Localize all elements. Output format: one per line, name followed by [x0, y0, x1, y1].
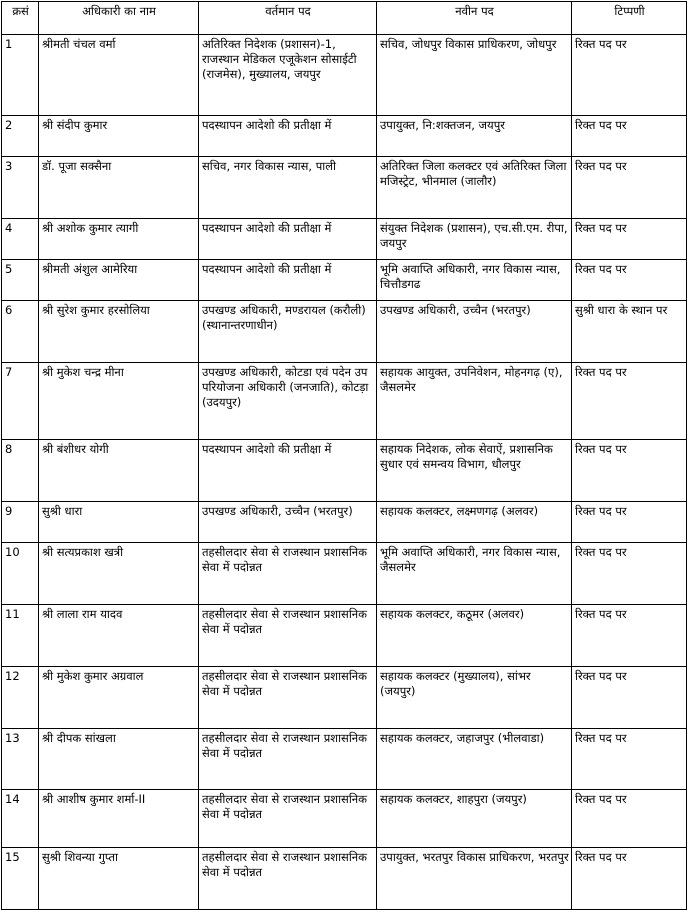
col-header-serial: क्रसं — [2, 2, 39, 35]
table-row — [2, 848, 687, 910]
current-post-cell: तहसीलदार सेवा से राजस्थान प्रशासनिक सेवा में पदोन्नत — [199, 729, 377, 790]
remark-cell: रिक्त पद पर — [572, 260, 687, 301]
table-row — [2, 729, 687, 790]
new-post-cell: सहायक कलक्टर, कठूमर (अलवर) — [377, 605, 572, 667]
current-post-cell: तहसीलदार सेवा से राजस्थान प्रशासनिक सेवा में पदोन्नत — [199, 848, 377, 910]
new-post-cell: उपायुक्त, नि:शक्तजन, जयपुर — [377, 116, 572, 157]
table-row — [2, 440, 687, 502]
new-post-cell: अतिरिक्त जिला कलक्टर एवं अतिरिक्त जिला मजिस्ट्रेट, भीनमाल (जालौर) — [377, 157, 572, 219]
serial-cell: 1 — [2, 35, 39, 116]
table-row — [2, 35, 687, 116]
table-row — [2, 219, 687, 260]
table-row — [2, 260, 687, 301]
serial-cell: 5 — [2, 260, 39, 301]
new-post-cell: भूमि अवाप्ति अधिकारी, नगर विकास न्यास, चित्तौडगढ — [377, 260, 572, 301]
table-row — [2, 363, 687, 440]
remark-cell: रिक्त पद पर — [572, 440, 687, 502]
remark-cell: रिक्त पद पर — [572, 157, 687, 219]
new-post-cell: सहायक कलक्टर, लक्ष्मणगढ़ (अलवर) — [377, 502, 572, 543]
remark-cell: रिक्त पद पर — [572, 790, 687, 848]
table-row — [2, 790, 687, 848]
remark-cell: सुश्री धारा के स्थान पर — [572, 301, 687, 363]
officer-name-cell: श्री आशीष कुमार शर्मा-II — [39, 790, 199, 848]
officer-name-cell: सुश्री धारा — [39, 502, 199, 543]
serial-cell: 4 — [2, 219, 39, 260]
new-post-cell: संयुक्त निदेशक (प्रशासन), एच.सी.एम. रीपा, जयपुर — [377, 219, 572, 260]
officer-name-cell: श्री बंशीधर योगी — [39, 440, 199, 502]
officer-name-cell: सुश्री शिवन्या गुप्ता — [39, 848, 199, 910]
current-post-cell: पदस्थापन आदेशो की प्रतीक्षा में — [199, 260, 377, 301]
officer-name-cell: श्री सुरेश कुमार हरसोलिया — [39, 301, 199, 363]
table-row — [2, 116, 687, 157]
current-post-cell: अतिरिक्त निदेशक (प्रशासन)-1, राजस्थान मेडिकल एजूकेशन सोसाईटी (राजमेस), मुख्यालय, जयपुर — [199, 35, 377, 116]
remark-cell: रिक्त पद पर — [572, 35, 687, 116]
new-post-cell: उपायुक्त, भरतपुर विकास प्राधिकरण, भरतपुर — [377, 848, 572, 910]
table-row — [2, 157, 687, 219]
col-header-remark: टिप्पणी — [572, 2, 687, 35]
transfer-order-table — [1, 1, 687, 910]
serial-cell: 12 — [2, 667, 39, 729]
current-post-cell: तहसीलदार सेवा से राजस्थान प्रशासनिक सेवा में पदोन्नत — [199, 790, 377, 848]
officer-name-cell: श्री मुकेश कुमार अग्रवाल — [39, 667, 199, 729]
serial-cell: 2 — [2, 116, 39, 157]
officer-name-cell: श्री सत्यप्रकाश खत्री — [39, 543, 199, 605]
serial-cell: 11 — [2, 605, 39, 667]
new-post-cell: सचिव, जोधपुर विकास प्राधिकरण, जोधपुर — [377, 35, 572, 116]
current-post-cell: पदस्थापन आदेशो की प्रतीक्षा में — [199, 219, 377, 260]
current-post-cell: तहसीलदार सेवा से राजस्थान प्रशासनिक सेवा में पदोन्नत — [199, 543, 377, 605]
serial-cell: 14 — [2, 790, 39, 848]
col-header-officer-name: अधिकारी का नाम — [39, 2, 199, 35]
serial-cell: 10 — [2, 543, 39, 605]
current-post-cell: पदस्थापन आदेशो की प्रतीक्षा में — [199, 116, 377, 157]
serial-cell: 3 — [2, 157, 39, 219]
current-post-cell: उपखण्ड अधिकारी, उच्चैन (भरतपुर) — [199, 502, 377, 543]
officer-name-cell: श्री लाला राम यादव — [39, 605, 199, 667]
current-post-cell: तहसीलदार सेवा से राजस्थान प्रशासनिक सेवा में पदोन्नत — [199, 667, 377, 729]
table-row — [2, 502, 687, 543]
col-header-current-post: वर्तमान पद — [199, 2, 377, 35]
remark-cell: रिक्त पद पर — [572, 729, 687, 790]
serial-cell: 6 — [2, 301, 39, 363]
remark-cell: रिक्त पद पर — [572, 848, 687, 910]
officer-name-cell: डॉ. पूजा सक्सैना — [39, 157, 199, 219]
current-post-cell: उपखण्ड अधिकारी, मण्डरायल (करौली) (स्थानान्तरणाधीन) — [199, 301, 377, 363]
col-header-new-post: नवीन पद — [377, 2, 572, 35]
new-post-cell: सहायक कलक्टर, शाहपुरा (जयपुर) — [377, 790, 572, 848]
serial-cell: 15 — [2, 848, 39, 910]
table-row — [2, 543, 687, 605]
table-row — [2, 667, 687, 729]
officer-name-cell: श्रीमती अंशुल आमेरिया — [39, 260, 199, 301]
officer-name-cell: श्री मुकेश चन्द्र मीना — [39, 363, 199, 440]
remark-cell: रिक्त पद पर — [572, 502, 687, 543]
new-post-cell: सहायक कलक्टर, जहाजपुर (भीलवाडा) — [377, 729, 572, 790]
serial-cell: 7 — [2, 363, 39, 440]
table-row — [2, 605, 687, 667]
new-post-cell: भूमि अवाप्ति अधिकारी, नगर विकास न्यास, जैसलमेर — [377, 543, 572, 605]
officer-name-cell: श्री दीपक सांखला — [39, 729, 199, 790]
table-header-row — [2, 2, 687, 35]
new-post-cell: सहायक कलक्टर (मुख्यालय), सांभर (जयपुर) — [377, 667, 572, 729]
current-post-cell: पदस्थापन आदेशो की प्रतीक्षा में — [199, 440, 377, 502]
new-post-cell: उपखण्ड अधिकारी, उच्चैन (भरतपुर) — [377, 301, 572, 363]
officer-name-cell: श्री संदीप कुमार — [39, 116, 199, 157]
remark-cell: रिक्त पद पर — [572, 667, 687, 729]
serial-cell: 13 — [2, 729, 39, 790]
remark-cell: रिक्त पद पर — [572, 219, 687, 260]
officer-name-cell: श्री अशोक कुमार त्यागी — [39, 219, 199, 260]
current-post-cell: तहसीलदार सेवा से राजस्थान प्रशासनिक सेवा में पदोन्नत — [199, 605, 377, 667]
new-post-cell: सहायक निदेशक, लोक सेवाऐं, प्रशासनिक सुधार एवं समन्वय विभाग, धौलपुर — [377, 440, 572, 502]
new-post-cell: सहायक आयुक्त, उपनिवेशन, मोहनगढ़ (ए), जैसलमेर — [377, 363, 572, 440]
remark-cell: रिक्त पद पर — [572, 116, 687, 157]
current-post-cell: उपखण्ड अधिकारी, कोटडा एवं पदेन उप परियोजना अधिकारी (जनजाति), कोटड़ा (उदयपुर) — [199, 363, 377, 440]
serial-cell: 8 — [2, 440, 39, 502]
remark-cell: रिक्त पद पर — [572, 543, 687, 605]
table-row — [2, 301, 687, 363]
current-post-cell: सचिव, नगर विकास न्यास, पाली — [199, 157, 377, 219]
serial-cell: 9 — [2, 502, 39, 543]
remark-cell: रिक्त पद पर — [572, 363, 687, 440]
remark-cell: रिक्त पद पर — [572, 605, 687, 667]
officer-name-cell: श्रीमती चंचल वर्मा — [39, 35, 199, 116]
